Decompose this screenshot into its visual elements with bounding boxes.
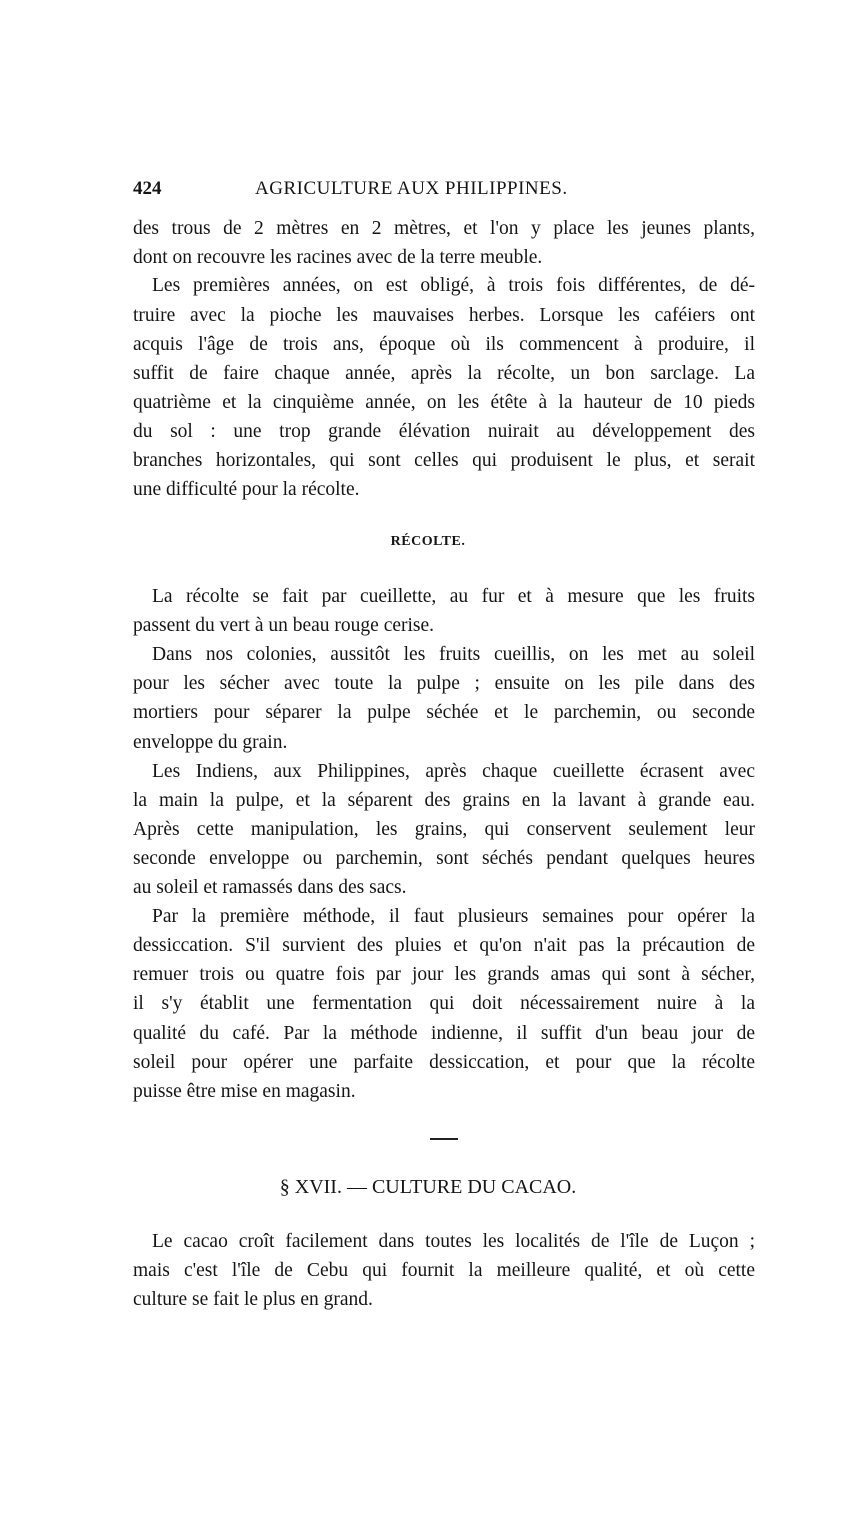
text-line: truire avec la pioche les mauvaises herbes. Lorsque les caféiers ont — [133, 305, 755, 326]
subheading-recolte: RÉCOLTE. — [390, 534, 466, 549]
text-line: branches horizontales, qui sont celles qui produisent le plus, et serait — [133, 450, 755, 471]
text-line: Les premières années, on est obligé, à trois fois différentes, de dé- — [152, 275, 755, 296]
text-line: passent du vert à un beau rouge cerise. — [133, 615, 435, 636]
text-line: qualité du café. Par la méthode indienne, il suffit d'un beau jour de — [133, 1023, 755, 1044]
text-line: du sol : une trop grande élévation nuirait au développement des — [133, 421, 755, 442]
text-line: enveloppe du grain. — [133, 732, 288, 753]
text-line: soleil pour opérer une parfaite dessiccation, et pour que la récolte — [133, 1052, 755, 1073]
text-line: la main la pulpe, et la séparent des grains en la lavant à grande eau. — [133, 790, 755, 811]
text-line: acquis l'âge de trois ans, époque où ils commencent à produire, il — [133, 334, 755, 355]
text-line: dont on recouvre les racines avec de la terre meuble. — [133, 247, 543, 268]
text-line: des trous de 2 mètres en 2 mètres, et l'on y place les jeunes plants, — [133, 218, 755, 239]
text-line: il s'y établit une fermentation qui doit nécessairement nuire à la — [133, 993, 755, 1014]
text-line: pour les sécher avec toute la pulpe ; ensuite on les pile dans des — [133, 673, 755, 694]
section-divider — [430, 1138, 458, 1140]
text-line: mais c'est l'île de Cebu qui fournit la meilleure qualité, et où cette — [133, 1260, 755, 1281]
text-line: La récolte se fait par cueillette, au fur et à mesure que les fruits — [152, 586, 755, 607]
text-line: suffit de faire chaque année, après la récolte, un bon sarclage. La — [133, 363, 755, 384]
section-title: § XVII. — CULTURE DU CACAO. — [279, 1176, 577, 1198]
text-line: mortiers pour séparer la pulpe séchée et le parchemin, ou seconde — [133, 702, 755, 723]
text-line: une difficulté pour la récolte. — [133, 479, 360, 500]
text-line: Dans nos colonies, aussitôt les fruits cueillis, on les met au soleil — [152, 644, 755, 665]
text-line: Le cacao croît facilement dans toutes les localités de l'île de Luçon ; — [152, 1231, 755, 1252]
text-line: remuer trois ou quatre fois par jour les grands amas qui sont à sécher, — [133, 964, 755, 985]
text-line: dessiccation. S'il survient des pluies et qu'on n'ait pas la précaution de — [133, 935, 755, 956]
text-line: quatrième et la cinquième année, on les étête à la hauteur de 10 pieds — [133, 392, 755, 413]
text-line: au soleil et ramassés dans des sacs. — [133, 877, 407, 898]
text-line: Après cette manipulation, les grains, qui conservent seulement leur — [133, 819, 755, 840]
text-line: Les Indiens, aux Philippines, après chaque cueillette écrasent avec — [152, 761, 755, 782]
text-line: Par la première méthode, il faut plusieurs semaines pour opérer la — [152, 906, 755, 927]
text-line: puisse être mise en magasin. — [133, 1081, 356, 1102]
page-number: 424 — [133, 178, 162, 199]
text-line: culture se fait le plus en grand. — [133, 1289, 373, 1310]
text-line: seconde enveloppe ou parchemin, sont séchés pendant quelques heures — [133, 848, 755, 869]
running-title: AGRICULTURE AUX PHILIPPINES. — [255, 178, 568, 199]
running-header — [133, 178, 755, 206]
